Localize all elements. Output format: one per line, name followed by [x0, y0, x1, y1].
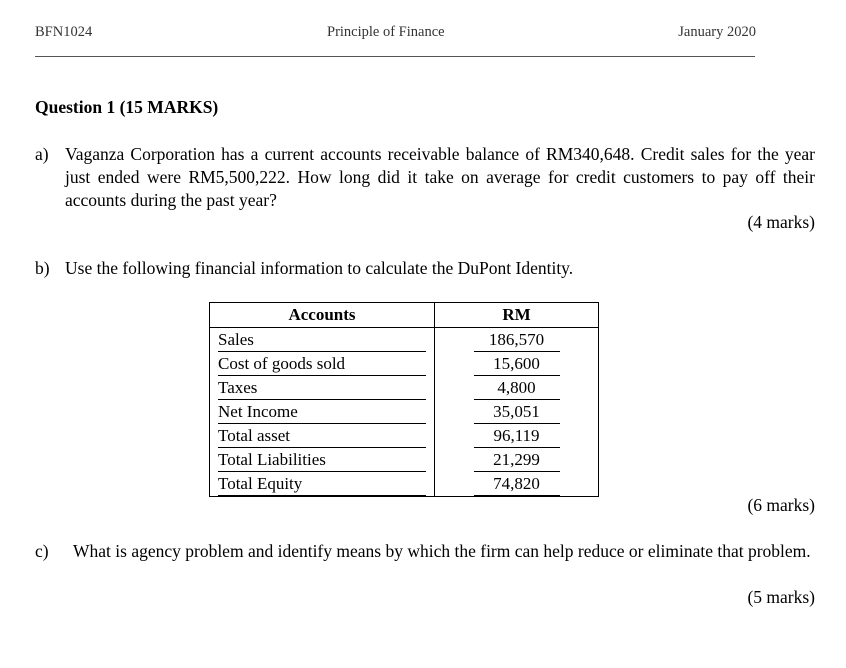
- table-row: [210, 400, 599, 424]
- accounts-header: Accounts: [210, 303, 435, 328]
- course-code: BFN1024: [35, 24, 93, 40]
- question-title: Question 1 (15 MARKS): [35, 97, 219, 117]
- account-value-cell: [435, 376, 599, 400]
- table-row: [210, 327, 599, 352]
- account-value-cell: [435, 400, 599, 424]
- account-value-cell: [435, 472, 599, 497]
- account-value: 96,119: [474, 425, 560, 448]
- account-name: [210, 424, 435, 448]
- financial-info-table: [209, 302, 599, 497]
- exam-date: January 2020: [678, 24, 756, 40]
- table-row: [210, 352, 599, 376]
- account-value: 4,800: [474, 377, 560, 400]
- question-part-a: [35, 143, 815, 212]
- account-value-cell: [435, 352, 599, 376]
- table-row: [210, 448, 599, 472]
- account-name: [210, 400, 435, 424]
- account-name: [210, 448, 435, 472]
- page-header: [35, 24, 756, 44]
- account-label: Taxes: [218, 377, 426, 400]
- account-value: 74,820: [474, 473, 560, 496]
- question-part-c: [35, 540, 815, 563]
- part-b-text: Use the following financial information to calculate the DuPont Identity.: [65, 258, 574, 278]
- account-label: Cost of goods sold: [218, 353, 426, 376]
- account-label: Total asset: [218, 425, 426, 448]
- account-value: 21,299: [474, 449, 560, 472]
- account-value-cell: [435, 424, 599, 448]
- account-label: Net Income: [218, 401, 426, 424]
- account-name: [210, 472, 435, 497]
- part-b-marks: (6 marks): [747, 495, 815, 515]
- account-value: 15,600: [474, 353, 560, 376]
- question-part-b: [35, 257, 815, 280]
- account-value-cell: [435, 448, 599, 472]
- account-value-cell: [435, 327, 599, 352]
- account-value: 35,051: [474, 401, 560, 424]
- part-c-text: What is agency problem and identify means by which the firm can help reduce or eliminate that problem.: [73, 541, 811, 561]
- part-b-letter: b): [35, 258, 50, 278]
- table-row: [210, 376, 599, 400]
- part-a-marks: (4 marks): [747, 212, 815, 232]
- account-label: Sales: [218, 329, 426, 352]
- account-label: Total Equity: [218, 473, 426, 496]
- part-a-text: Vaganza Corporation has a current accounts receivable balance of RM340,648. Credit sales for the year just ended were RM5,500,222. How long did it take on average for credit customers to pay off their accounts during the past year?: [65, 144, 815, 210]
- account-name: [210, 352, 435, 376]
- header-divider: [35, 56, 755, 57]
- account-name: [210, 327, 435, 352]
- part-a-letter: a): [35, 144, 49, 164]
- course-name: Principle of Finance: [327, 24, 445, 40]
- part-c-marks: (5 marks): [747, 587, 815, 607]
- table-row: [210, 472, 599, 497]
- rm-header: RM: [435, 303, 599, 328]
- account-value: 186,570: [474, 329, 560, 352]
- account-label: Total Liabilities: [218, 449, 426, 472]
- table-header-row: [210, 303, 599, 328]
- part-c-letter: c): [35, 541, 49, 561]
- account-name: [210, 376, 435, 400]
- table-row: [210, 424, 599, 448]
